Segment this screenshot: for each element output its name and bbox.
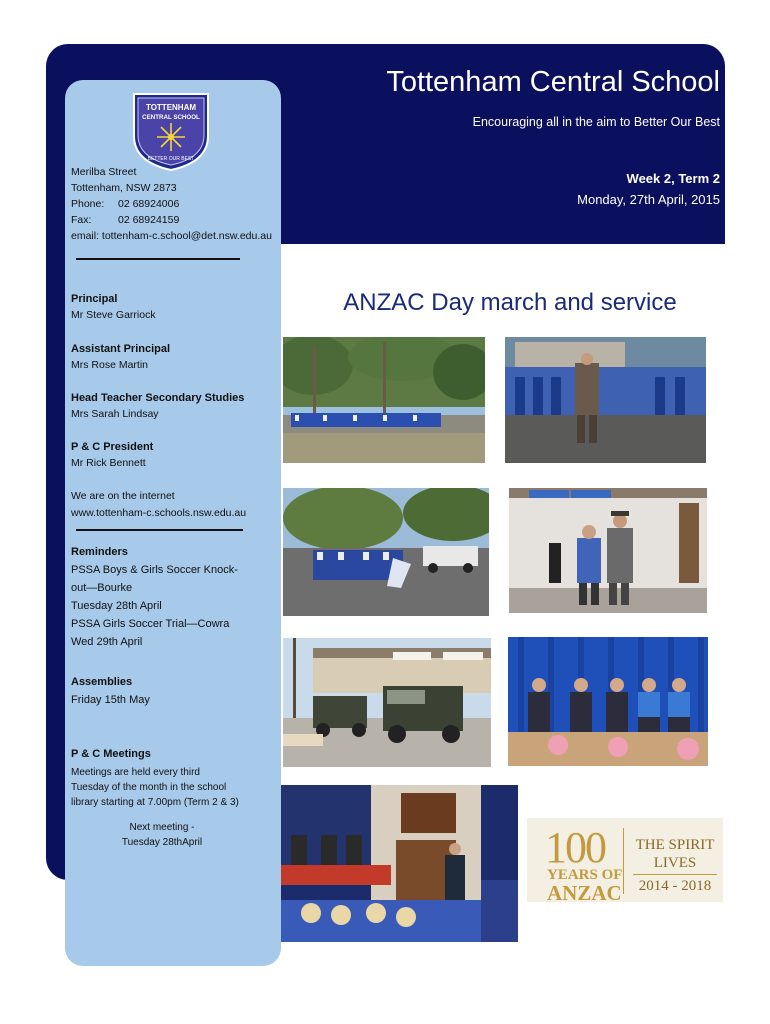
contact-phone-row [71,196,272,212]
assemblies-block [71,673,150,709]
pc-meetings-line: Tuesday of the month in the school [71,782,227,793]
assemblies-date: Friday 15th May [71,694,150,706]
staff-role: Assistant Principal [71,343,171,355]
anzac-logo-number: 100 [545,823,605,872]
logo-motto: BETTER OUR BEST [147,156,195,162]
internet-text: We are on the internet [71,490,175,502]
internet-block [71,488,246,522]
next-meeting-date: Tuesday 28thApril [121,837,203,848]
reminder-line: Tuesday 28th April [71,600,162,612]
section-title: ANZAC Day march and service [343,289,677,316]
photo-hall-service [281,785,518,942]
newsletter-title: Tottenham Central School [386,66,720,98]
logo-line2: CENTRAL SCHOOL [142,114,200,121]
reminders-heading: Reminders [71,546,128,558]
staff-head-teacher [71,390,244,422]
staff-assistant-principal [71,341,170,373]
staff-name: Mr Rick Bennett [71,457,146,469]
anzac-centenary-logo [527,818,723,905]
contact-street: Merilba Street [71,166,137,178]
staff-role: Head Teacher Secondary Studies [71,392,245,404]
newsletter-tagline: Encouraging all in the aim to Better Our Best [472,115,720,129]
staff-pc-president [71,439,153,471]
pc-meetings-block [71,747,239,810]
photo-march-street [283,337,485,463]
fax-label: Fax: [71,214,92,226]
assemblies-heading: Assemblies [71,676,133,688]
contact-email: email: tottenham-c.school@det.nsw.edu.au [71,230,272,242]
pc-meetings-line: Meetings are held every third [71,767,200,778]
school-website-link[interactable]: www.tottenham-c.schools.nsw.edu.au [71,507,247,519]
reminder-line: out—Bourke [71,582,133,594]
contact-fax-row [71,212,272,228]
staff-principal [71,291,156,323]
photo-stage-guests [508,637,708,766]
reminder-line: PSSA Girls Soccer Trial—Cowra [71,618,230,630]
anzac-logo-slogan-line2: LIVES [653,855,697,871]
staff-name: Mrs Rose Martin [71,359,149,371]
anzac-logo-slogan-line1: THE SPIRIT [635,837,715,853]
pc-meetings-line: library starting at 7.00pm (Term 2 & 3) [71,797,239,808]
divider [76,258,240,260]
reminders-block [71,543,238,651]
staff-role: P & C President [71,441,154,453]
logo-line1: TOTTENHAM [145,103,197,112]
contact-phone: 02 68924006 [118,198,180,210]
next-meeting [71,820,253,850]
anzac-logo-divider [623,828,624,894]
phone-label: Phone: [71,198,105,210]
pc-meetings-heading: P & C Meetings [71,748,151,760]
contact-block [71,164,272,244]
anzac-logo-years [547,868,622,903]
school-logo [128,90,214,172]
photo-veterans-hall [509,488,707,613]
issue-date: Monday, 27th April, 2015 [577,192,720,207]
anzac-logo-range: 2014 - 2018 [633,874,717,895]
divider [76,529,243,531]
staff-name: Mr Steve Garriock [71,309,156,321]
anzac-logo-slogan [629,836,721,895]
photo-students-flags [283,488,489,616]
issue-week: Week 2, Term 2 [626,171,720,186]
contact-fax: 02 68924159 [118,214,180,226]
reminder-line: PSSA Boys & Girls Soccer Knock- [71,564,238,576]
reminder-line: Wed 29th April [71,636,143,648]
photo-army-jeeps [283,638,491,767]
contact-town: Tottenham, NSW 2873 [71,182,177,194]
staff-role: Principal [71,293,118,305]
photo-veteran-walking [505,337,706,463]
next-meeting-label: Next meeting - [129,822,195,833]
anzac-logo-years-line1: YEARS OF [547,867,623,883]
anzac-logo-years-line2: ANZAC [547,881,622,905]
staff-name: Mrs Sarah Lindsay [71,408,159,420]
